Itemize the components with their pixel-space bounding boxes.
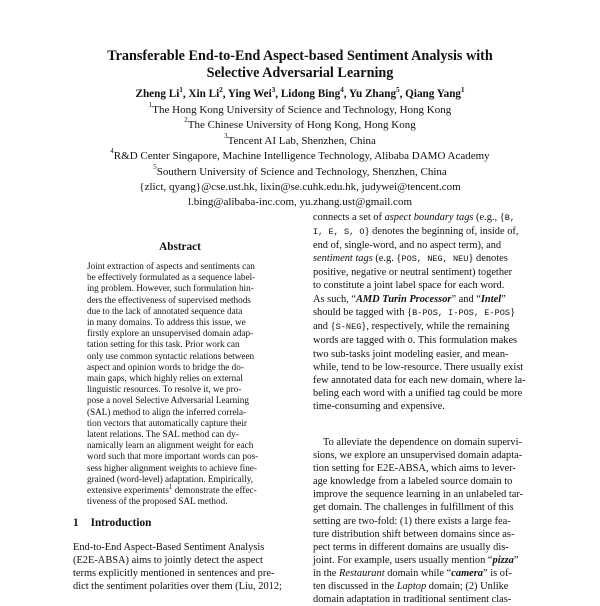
abstract-line: grained (word-level) adaptation. Empirically, xyxy=(87,473,253,484)
body-line: while, tend to be low-resource. There usually exist xyxy=(313,362,524,374)
body-line: I, E, S, O} denotes the beginning of, inside of, xyxy=(313,226,519,238)
body-line: ten discussed in the Laptop domain; (2) Unlike xyxy=(313,581,509,593)
abstract-heading: Abstract xyxy=(159,241,201,253)
intro-line: End-to-End Aspect-Based Sentiment Analysis xyxy=(73,542,265,553)
abstract-line: extensive experiments$^1$ demonstrate the effec- xyxy=(87,483,257,496)
body-line: few annotated data for each new domain, where la- xyxy=(313,375,526,387)
abstract-line: sess higher alignment weights to achieve fine- xyxy=(87,462,257,473)
body-line: joint. For example, users usually mention “pizza” xyxy=(313,554,519,566)
abstract-line: namically learn an alignment weight for each xyxy=(87,440,254,451)
email-line: {zlict, qyang}@cse.ust.hk, lixin@se.cuhk.edu.hk, judywei@tencent.com xyxy=(139,181,461,194)
body-line: age knowledge from a labeled source domain to xyxy=(313,476,513,488)
affiliation: $^2$The Chinese University of Hong Kong, Hong Kong xyxy=(184,116,416,132)
body-line: setting are two-fold: (1) there exists a large fea- xyxy=(313,515,511,527)
section-title: Introduction xyxy=(90,517,152,529)
intro-line: dict the sentiment polarities over them (Liu, 2012; xyxy=(73,581,282,593)
abstract-line: ing problem. However, such formulation hin- xyxy=(87,283,254,294)
abstract-line: (SAL) method to align the inferred correla- xyxy=(87,406,247,417)
title-line-2: Selective Adversarial Learning xyxy=(206,65,394,81)
title-line-1: Transferable End-to-End Aspect-based Sentiment Analysis with xyxy=(107,48,493,64)
abstract-line: latent relations. The SAL method can dy- xyxy=(87,429,239,440)
paper-title xyxy=(0,48,600,82)
affiliation: $^3$Tencent AI Lab, Shenzhen, China xyxy=(224,131,376,147)
abstract-line: word such that more important words can pos- xyxy=(87,451,259,462)
body-line: pect terms in different domains are usually dis- xyxy=(313,541,509,553)
email-line: l.bing@alibaba-inc.com, yu.zhang.ust@gmail.com xyxy=(187,196,412,209)
abstract-line: be effectively formulated as a sequence label- xyxy=(87,272,256,283)
body-line: To alleviate the dependence on domain supervi- xyxy=(323,437,522,448)
body-line: sentiment tags (e.g. {POS, NEG, NEU} denotes xyxy=(313,253,508,265)
abstract-line: due to the lack of annotated sequence data xyxy=(87,305,243,316)
intro-line: (E2E-ABSA) aims to jointly detect the aspect xyxy=(73,555,263,567)
abstract-line: aspect and opinion words to bridge the do- xyxy=(87,361,244,372)
section-heading xyxy=(73,517,163,529)
body-line: two sub-tasks joint modeling easier, and mean- xyxy=(313,348,509,360)
author: Zheng Li$^1$ xyxy=(135,86,183,100)
author: Qiang Yang$^1$ xyxy=(405,86,465,100)
abstract-line: Joint extraction of aspects and sentiments can xyxy=(87,261,255,271)
affiliation: $^4$R&D Center Singapore, Machine Intelligence Technology, Alibaba DAMO Academy xyxy=(110,147,490,163)
abstract-line: only use common syntactic relations between xyxy=(87,350,255,361)
author: Xin Li$^2$ xyxy=(188,86,223,100)
body-line: in the Restaurant domain while “camera” is of- xyxy=(313,567,512,579)
body-line: get domain. The challenges in fulfillment of this xyxy=(313,502,514,514)
affiliation: $^5$Southern University of Science and Technology, Shenzhen, China xyxy=(153,162,447,178)
right-paragraph-1 xyxy=(313,211,535,413)
body-line: tion setting for E2E-ABSA, which aims to lever- xyxy=(313,463,516,475)
body-line: should be tagged with {B-POS, I-POS, E-POS} xyxy=(313,306,516,318)
abstract-line: pose a novel Selective Adversarial Learning xyxy=(87,395,249,406)
body-line: words are tagged with O. This formulation makes xyxy=(313,334,518,346)
affiliation-list xyxy=(0,103,600,211)
body-line: ture distribution shift between domains since as- xyxy=(313,528,515,540)
affiliation: $^1$The Hong Kong University of Science and Technology, Hong Kong xyxy=(148,101,452,116)
author: Yu Zhang$^5$ xyxy=(348,86,400,100)
body-line: time-consuming and expensive. xyxy=(313,401,445,413)
intro-line: terms explicitly mentioned in sentences and pre- xyxy=(73,568,275,580)
abstract-line: tation setting for this task. Prior work can xyxy=(87,339,240,350)
author: Lidong Bing$^4$ xyxy=(280,86,344,100)
abstract-line: firstly explore an unsupervised domain adap- xyxy=(87,328,254,339)
abstract-line: tiveness of the proposed SAL method. xyxy=(87,496,228,507)
abstract-line: in many domains. To address this issue, we xyxy=(87,317,246,328)
author: Ying Wei$^3$ xyxy=(227,86,276,100)
abstract-line: tion vectors that automatically capture their xyxy=(87,417,247,428)
abstract-body xyxy=(87,261,275,507)
body-line: improve the sequence learning in an unlabeled tar- xyxy=(313,489,524,501)
body-line: domain adaptation in traditional sentiment clas- xyxy=(313,594,512,606)
abstract-line: main gaps, which highly relies on external xyxy=(87,373,243,384)
footnote-mark: 1 xyxy=(168,483,173,492)
body-line: to constitute a joint label space for each word. xyxy=(313,280,505,292)
body-line: connects a set of aspect boundary tags (e.g., {B, xyxy=(313,212,516,223)
body-line: As such, “AMD Turin Processor” and “Intel” xyxy=(313,293,506,305)
body-line: positive, negative or neutral sentiment) together xyxy=(313,267,513,279)
author-list: Zheng Li$^1$, Xin Li$^2$, Ying Wei$^3$, Lidong Bing$^4$, Yu Zhang$^5$, Qiang Yang$^1$ xyxy=(135,86,465,100)
right-paragraph-2 xyxy=(313,436,535,606)
abstract-line: ders the effectiveness of supervised methods xyxy=(87,294,251,305)
body-line: and {S-NEG}, respectively, while the remaining xyxy=(313,320,510,332)
abstract-line: linguistic resources. To resolve it, we pro- xyxy=(87,384,242,395)
body-line: sions, we explore an unsupervised domain adapta- xyxy=(313,450,523,462)
body-line: beling each word with a unified tag could be more xyxy=(313,388,523,400)
body-line: end of, single-word, and no aspect term), and xyxy=(313,240,502,252)
introduction-body xyxy=(73,541,287,593)
section-number: 1 xyxy=(73,517,79,529)
